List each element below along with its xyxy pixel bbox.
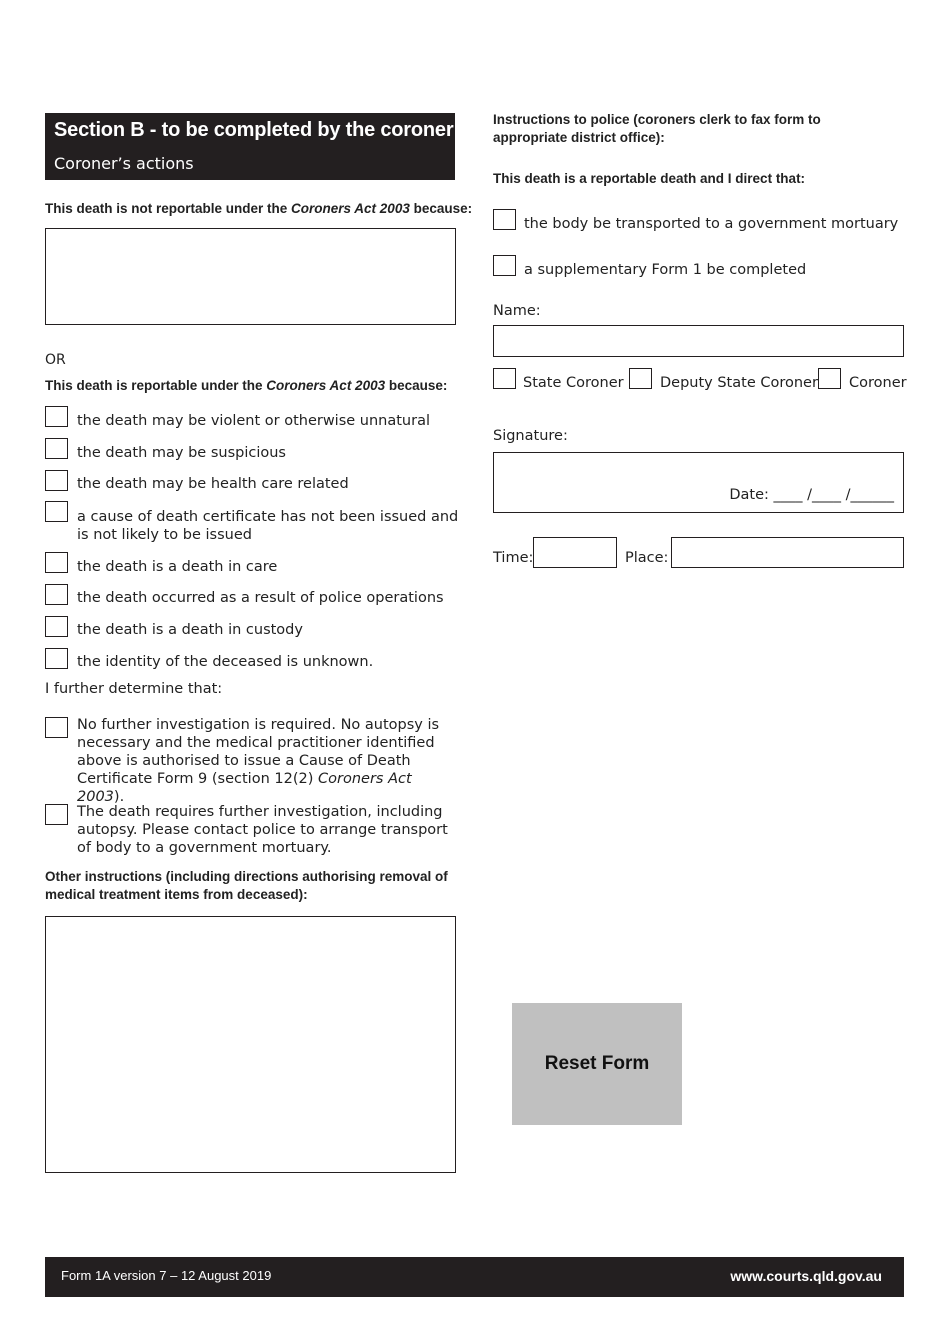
direct-heading: This death is a reportable death and I direct that: <box>493 171 806 186</box>
date-label: Date: ____ /____ /______ <box>729 487 894 503</box>
reportable-heading <box>45 378 447 393</box>
not-reportable-prefix: This death is not reportable under the <box>45 201 292 216</box>
determination-label-further-investigation: The death requires further investigation, including autopsy. Please contact police to arrange transport of body to a government mortuary. <box>77 804 448 856</box>
reset-form-button[interactable]: Reset Form <box>512 1003 682 1125</box>
direction-checkbox-transport[interactable] <box>493 209 516 230</box>
not-reportable-reason-field[interactable] <box>45 228 456 325</box>
reason-label-death-in-care: the death is a death in care <box>77 559 278 575</box>
name-input[interactable] <box>493 325 904 357</box>
reason-label-suspicious: the death may be suspicious <box>77 445 286 461</box>
reason-checkbox-no-certificate[interactable] <box>45 501 68 522</box>
determination-checkbox-further-investigation[interactable] <box>45 804 68 825</box>
determination-label-no-investigation <box>77 716 462 806</box>
signature-label: Signature: <box>493 428 568 444</box>
role-checkbox-deputy-state-coroner[interactable] <box>629 368 652 389</box>
determination-text-end: ). <box>113 789 125 805</box>
direction-label-transport: the body be transported to a government mortuary <box>524 216 899 232</box>
determination-act: Coroners Act 2003 <box>77 771 412 805</box>
other-instructions-heading: Other instructions (including directions authorising removal of medical treatment items from deceased): <box>45 869 448 902</box>
reason-checkbox-death-in-care[interactable] <box>45 552 68 573</box>
section-subtitle: Coroner’s actions <box>54 154 194 173</box>
not-reportable-suffix: because: <box>409 201 473 216</box>
role-label-state-coroner: State Coroner <box>523 375 624 391</box>
reason-checkbox-violent[interactable] <box>45 406 68 427</box>
reason-checkbox-health-care[interactable] <box>45 470 68 491</box>
role-label-deputy-state-coroner: Deputy State Coroner <box>660 375 818 391</box>
form-version: Form 1A version 7 – 12 August 2019 <box>61 1268 272 1283</box>
role-checkbox-coroner[interactable] <box>818 368 841 389</box>
reason-label-identity-unknown: the identity of the deceased is unknown. <box>77 654 374 670</box>
name-label: Name: <box>493 303 541 319</box>
reason-label-police-operations: the death occurred as a result of police operations <box>77 590 444 606</box>
place-input[interactable] <box>671 537 904 568</box>
reason-label-health-care: the death may be health care related <box>77 476 349 492</box>
role-checkbox-state-coroner[interactable] <box>493 368 516 389</box>
or-label: OR <box>45 352 66 368</box>
website-link[interactable]: www.courts.qld.gov.au <box>730 1268 882 1284</box>
not-reportable-heading <box>45 201 472 216</box>
reason-checkbox-suspicious[interactable] <box>45 438 68 459</box>
reason-label-violent: the death may be violent or otherwise unnatural <box>77 413 430 429</box>
section-title: Section B - to be completed by the coroner <box>54 119 454 141</box>
time-label: Time: <box>493 550 534 566</box>
time-input[interactable] <box>533 537 617 568</box>
signature-box[interactable] <box>493 452 904 513</box>
reportable-prefix: This death is reportable under the <box>45 378 267 393</box>
reason-label-no-certificate: a cause of death certificate has not been issued and is not likely to be issued <box>77 509 459 543</box>
other-instructions-field[interactable] <box>45 916 456 1173</box>
reason-checkbox-police-operations[interactable] <box>45 584 68 605</box>
reportable-suffix: because: <box>385 378 448 393</box>
reason-label-custody: the death is a death in custody <box>77 622 303 638</box>
reason-checkbox-identity-unknown[interactable] <box>45 648 68 669</box>
further-determine-label: I further determine that: <box>45 681 223 697</box>
direction-checkbox-supplementary[interactable] <box>493 255 516 276</box>
determination-text-no-investigation: No further investigation is required. No autopsy is necessary and the medical practitioner identified above is authorised to issue a Cause of Death Certificate Form 9 (section 12(2) <box>77 717 440 787</box>
reason-checkbox-custody[interactable] <box>45 616 68 637</box>
footer-bar <box>45 1257 904 1297</box>
reportable-act: Coroners Act 2003 <box>266 378 386 393</box>
place-label: Place: <box>625 550 669 566</box>
determination-checkbox-no-investigation[interactable] <box>45 717 68 738</box>
direction-label-supplementary: a supplementary Form 1 be completed <box>524 262 807 278</box>
not-reportable-act: Coroners Act 2003 <box>291 201 410 216</box>
police-instructions-heading: Instructions to police (coroners clerk to fax form to appropriate district office): <box>493 112 821 145</box>
section-header <box>45 113 455 180</box>
role-label-coroner: Coroner <box>849 375 907 391</box>
